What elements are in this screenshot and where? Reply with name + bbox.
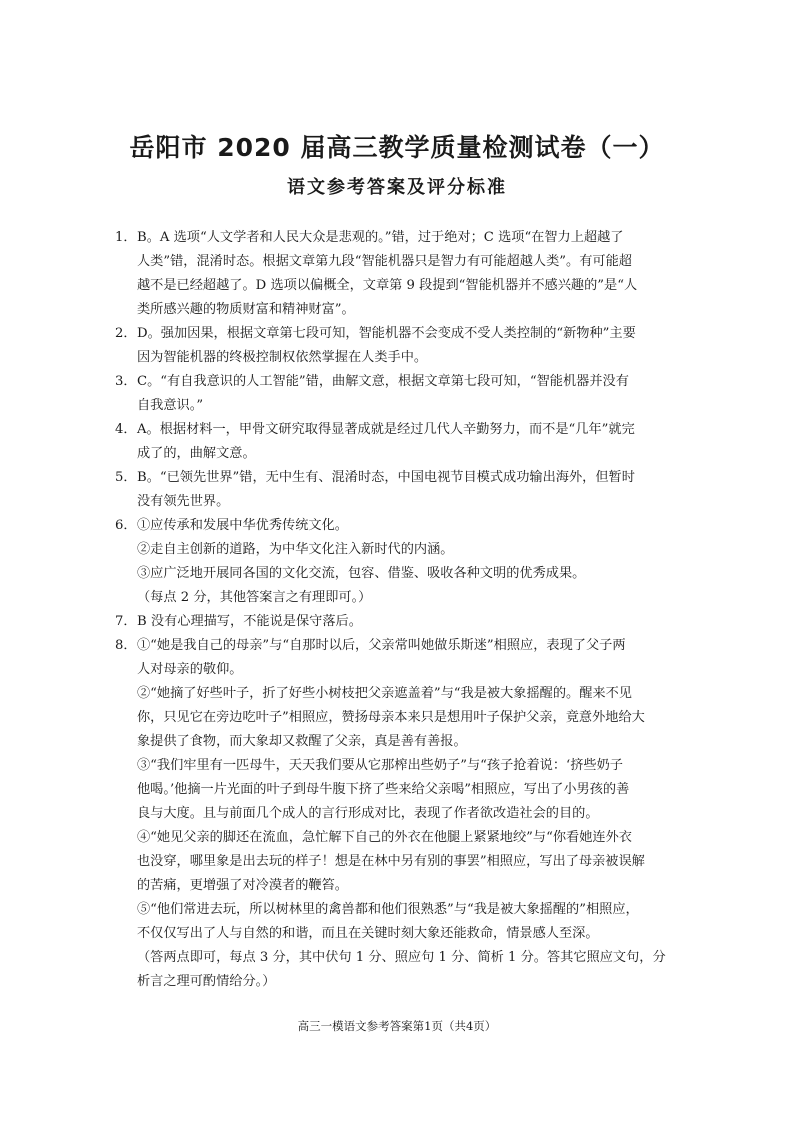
answer-text-line: B 没有心理描写，不能说是保守落后。 xyxy=(137,614,362,629)
document-title: 岳阳市 2020 届高三教学质量检测试卷（一） xyxy=(129,133,665,162)
answer-text-line: ②“她摘了好些叶子，折了好些小树枝把父亲遮盖着”与“我是被大象摇醒的。醒来不见 xyxy=(137,686,632,701)
answer-text-line: ①“她是我自己的母亲”与“自那时以后，父亲常叫她做乐斯迷”相照应，表现了父子两 xyxy=(137,638,626,653)
answer-text-line: ⑤“他们常进去玩，所以树林里的禽兽都和他们很熟悉”与“我是被大象摇醒的”相照应， xyxy=(137,902,639,917)
answer-text-line: 人对母亲的敬仰。 xyxy=(137,662,243,677)
answer-text-line: 也没穿，哪里象是出去玩的样子！想是在林中另有别的事罢”相照应，写出了母亲被误解 xyxy=(137,854,645,869)
answer-text-line: ③应广泛地开展同各国的文化交流，包容、借鉴、吸收各种文明的优秀成果。 xyxy=(137,566,586,581)
answer-text-line: 不仅仅写出了人与自然的和谐，而且在关键时刻大象还能救命，情景感人至深。 xyxy=(137,926,599,941)
answer-text-line: B。A 选项“人文学者和人民大众是悲观的。”错，过于绝对；C 选项“在智力上超越了 xyxy=(137,230,624,245)
answer-list xyxy=(115,226,685,994)
answer-text-line: D。强加因果，根据文章第七段可知，智能机器不会变成不受人类控制的“新物种”主要 xyxy=(137,326,636,341)
answer-text-line: 类所感兴趣的物质财富和精神财富”。 xyxy=(137,302,355,317)
answer-item xyxy=(115,322,685,370)
answer-text-line: （答两点即可，每点 3 分，其中伏句 1 分、照应句 1 分、简析 1 分。答其它照应文句，分 xyxy=(137,950,666,965)
answer-text-line: （每点 2 分，其他答案言之有理即可。） xyxy=(137,590,372,605)
document-subtitle: 语文参考答案及评分标准 xyxy=(287,177,507,198)
answer-text-line: C。“有自我意识的人工智能”错，曲解文意，根据文章第七段可知，“智能机器并没有 xyxy=(137,374,629,389)
answer-text-line: 你，只见它在旁边吃叶子”相照应，赞扬母亲本来只是想用叶子保护父亲，竟意外地给大 xyxy=(137,710,645,725)
answer-number: 5． xyxy=(115,470,137,485)
answer-text-line: 没有领先世界。 xyxy=(137,494,230,509)
answer-number: 4． xyxy=(115,422,137,437)
answer-number: 1． xyxy=(115,230,137,245)
answer-item xyxy=(115,514,685,610)
answer-item xyxy=(115,634,685,994)
answer-text-line: ④“她见父亲的脚还在流血，急忙解下自己的外衣在他腿上紧紧地绞”与“你看她连外衣 xyxy=(137,830,632,845)
answer-item xyxy=(115,418,685,466)
answer-text-line: ③“我们牢里有一匹母牛，天天我们要从它那榨出些奶子”与“孩子抢着说：‘挤些奶子 xyxy=(137,758,623,773)
answer-number: 2． xyxy=(115,326,137,341)
answer-text-line: 成了的，曲解文意。 xyxy=(137,446,256,461)
answer-text-line: 他喝。’他摘一片光面的叶子到母牛腹下挤了些来给父亲喝”相照应，写出了小男孩的善 xyxy=(137,782,630,797)
answer-text-line: 良与大度。且与前面几个成人的言行形成对比，表现了作者欲改造社会的目的。 xyxy=(137,806,599,821)
answer-item xyxy=(115,610,685,634)
page-footer: 高三一模语文参考答案第1页（共4页） xyxy=(297,1019,497,1033)
answer-number: 3． xyxy=(115,374,137,389)
answer-item xyxy=(115,226,685,322)
answer-number: 6． xyxy=(115,518,137,533)
answer-text-line: 析言之理可酌情给分。） xyxy=(137,974,276,989)
answer-text-line: 因为智能机器的终极控制权依然掌握在人类手中。 xyxy=(137,350,428,365)
answer-text-line: ①应传承和发展中华优秀传统文化。 xyxy=(137,518,348,533)
answer-text-line: 自我意识。” xyxy=(137,398,204,413)
answer-text-line: A。根据材料一，甲骨文研究取得显著成就是经过几代人辛勤努力，而不是“几年”就完 xyxy=(137,422,635,437)
answer-item xyxy=(115,466,685,514)
answer-text-line: B。“已领先世界”错，无中生有、混淆时态，中国电视节目模式成功输出海外，但暂时 xyxy=(137,470,635,485)
answer-text-line: ②走自主创新的道路，为中华文化注入新时代的内涵。 xyxy=(137,542,454,557)
answer-text-line: 越不是已经超越了。D 选项以偏概全，文章第 9 段提到“智能机器并不感兴趣的”是“人 xyxy=(137,278,638,293)
answer-text-line: 的苦痛，更增强了对冷漠者的鞭笞。 xyxy=(137,878,348,893)
answer-number: 7． xyxy=(115,614,137,629)
answer-text-line: 人类”错，混淆时态。根据文章第九段“智能机器只是智力有可能超越人类”。有可能超 xyxy=(137,254,632,269)
answer-item xyxy=(115,370,685,418)
answer-number: 8． xyxy=(115,638,137,653)
answer-text-line: 象提供了食物，而大象却又救醒了父亲，真是善有善报。 xyxy=(137,734,467,749)
